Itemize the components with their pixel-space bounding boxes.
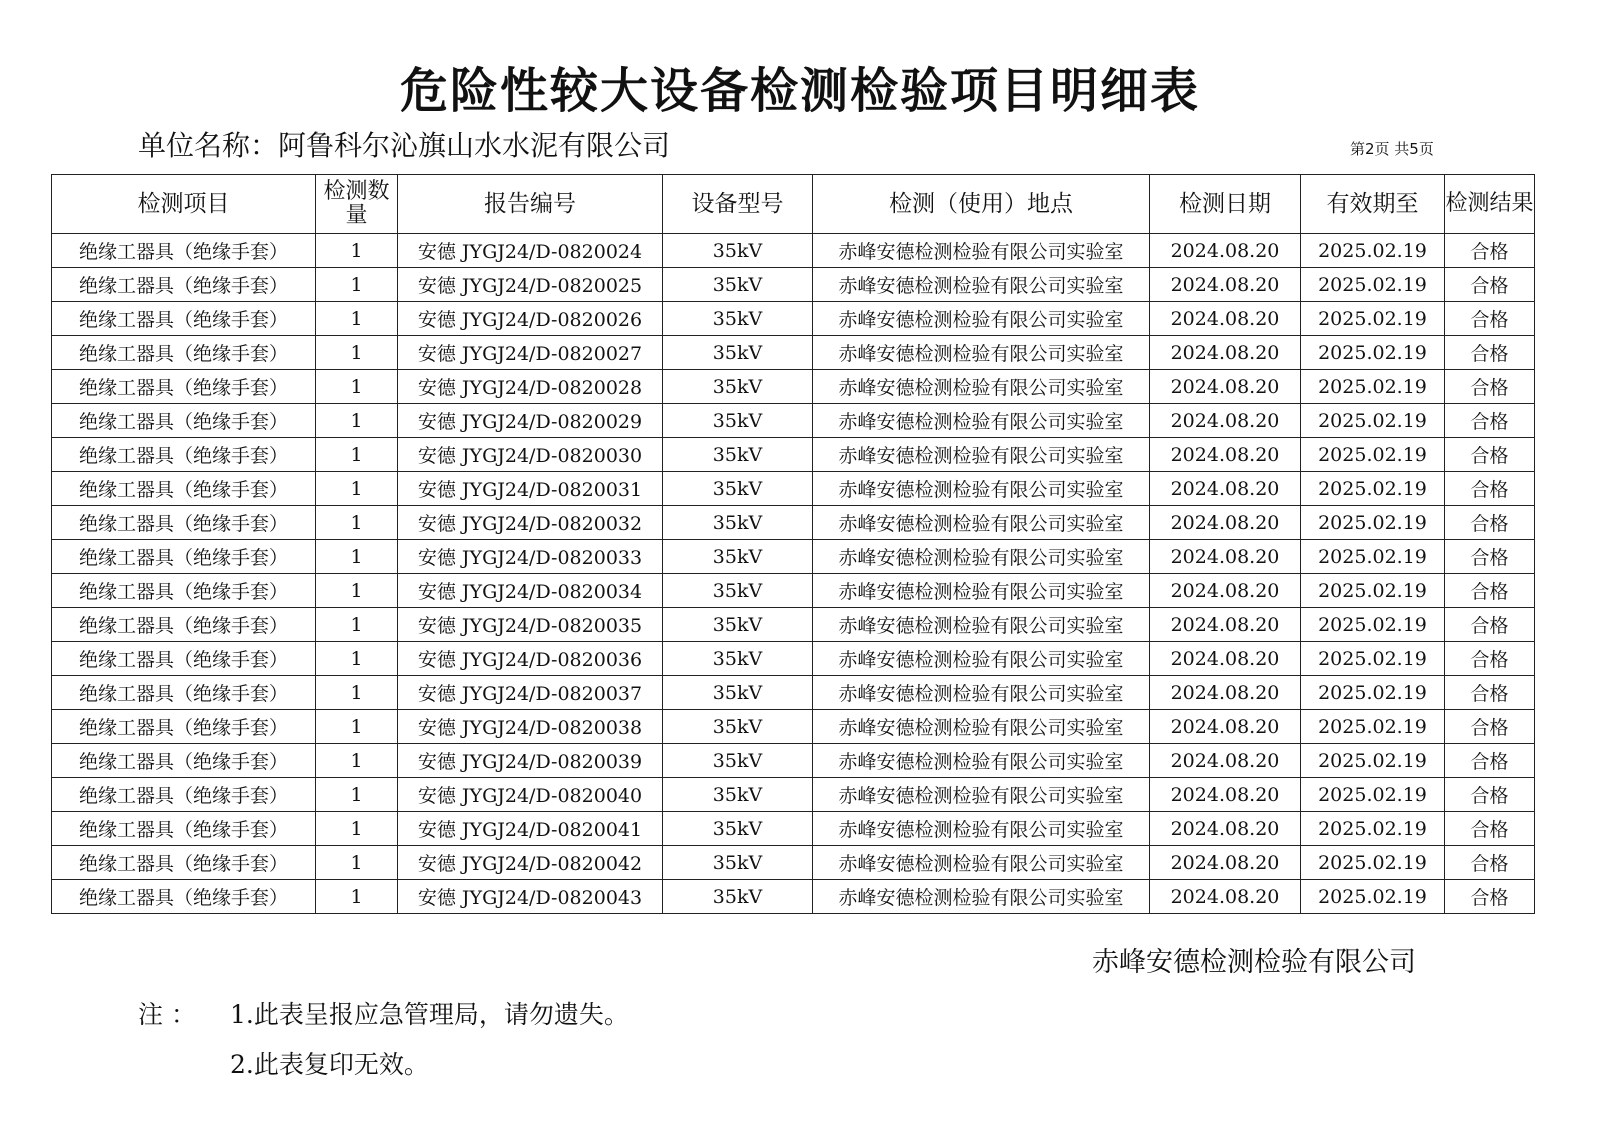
cell-valid: 2025.02.19 [1301, 268, 1445, 302]
cell-item: 绝缘工器具（绝缘手套） [52, 540, 316, 574]
cell-item: 绝缘工器具（绝缘手套） [52, 268, 316, 302]
cell-item: 绝缘工器具（绝缘手套） [52, 336, 316, 370]
cell-location: 赤峰安德检测检验有限公司实验室 [813, 846, 1150, 880]
cell-model: 35kV [663, 608, 813, 642]
cell-date: 2024.08.20 [1150, 234, 1301, 268]
document-title: 危险性较大设备检测检验项目明细表 [399, 63, 1200, 119]
cell-date: 2024.08.20 [1150, 574, 1301, 608]
cell-report: 安德 JYGJ24/D-0820041 [398, 812, 663, 846]
note-text-2: 2.此表复印无效。 [230, 1050, 429, 1079]
cell-location: 赤峰安德检测检验有限公司实验室 [813, 234, 1150, 268]
cell-model: 35kV [663, 336, 813, 370]
cell-qty: 1 [316, 472, 398, 506]
cell-qty: 1 [316, 812, 398, 846]
cell-location: 赤峰安德检测检验有限公司实验室 [813, 540, 1150, 574]
cell-item: 绝缘工器具（绝缘手套） [52, 642, 316, 676]
cell-date: 2024.08.20 [1150, 778, 1301, 812]
cell-result: 合格 [1445, 268, 1535, 302]
cell-report: 安德 JYGJ24/D-0820030 [398, 438, 663, 472]
cell-valid: 2025.02.19 [1301, 336, 1445, 370]
cell-result: 合格 [1445, 234, 1535, 268]
cell-model: 35kV [663, 846, 813, 880]
cell-item: 绝缘工器具（绝缘手套） [52, 404, 316, 438]
table-row [52, 744, 1535, 778]
cell-qty: 1 [316, 234, 398, 268]
cell-report: 安德 JYGJ24/D-0820028 [398, 370, 663, 404]
note-line-1 [138, 990, 629, 1040]
cell-result: 合格 [1445, 676, 1535, 710]
cell-valid: 2025.02.19 [1301, 642, 1445, 676]
cell-model: 35kV [663, 642, 813, 676]
cell-valid: 2025.02.19 [1301, 506, 1445, 540]
cell-qty: 1 [316, 778, 398, 812]
table-row [52, 778, 1535, 812]
table-row [52, 812, 1535, 846]
cell-item: 绝缘工器具（绝缘手套） [52, 846, 316, 880]
cell-report: 安德 JYGJ24/D-0820038 [398, 710, 663, 744]
table-row [52, 608, 1535, 642]
cell-model: 35kV [663, 744, 813, 778]
cell-item: 绝缘工器具（绝缘手套） [52, 676, 316, 710]
cell-result: 合格 [1445, 880, 1535, 914]
table-row [52, 472, 1535, 506]
cell-report: 安德 JYGJ24/D-0820034 [398, 574, 663, 608]
header-model: 设备型号 [663, 175, 813, 234]
cell-report: 安德 JYGJ24/D-0820026 [398, 302, 663, 336]
table-row [52, 710, 1535, 744]
cell-date: 2024.08.20 [1150, 268, 1301, 302]
cell-valid: 2025.02.19 [1301, 812, 1445, 846]
cell-valid: 2025.02.19 [1301, 676, 1445, 710]
cell-result: 合格 [1445, 506, 1535, 540]
cell-location: 赤峰安德检测检验有限公司实验室 [813, 710, 1150, 744]
cell-location: 赤峰安德检测检验有限公司实验室 [813, 336, 1150, 370]
table-body [52, 234, 1535, 914]
cell-item: 绝缘工器具（绝缘手套） [52, 506, 316, 540]
cell-item: 绝缘工器具（绝缘手套） [52, 302, 316, 336]
cell-report: 安德 JYGJ24/D-0820037 [398, 676, 663, 710]
cell-qty: 1 [316, 506, 398, 540]
table-row [52, 370, 1535, 404]
cell-valid: 2025.02.19 [1301, 370, 1445, 404]
cell-valid: 2025.02.19 [1301, 710, 1445, 744]
cell-model: 35kV [663, 472, 813, 506]
cell-report: 安德 JYGJ24/D-0820027 [398, 336, 663, 370]
cell-valid: 2025.02.19 [1301, 540, 1445, 574]
cell-result: 合格 [1445, 336, 1535, 370]
cell-location: 赤峰安德检测检验有限公司实验室 [813, 370, 1150, 404]
cell-result: 合格 [1445, 642, 1535, 676]
company-footer: 赤峰安德检测检验有限公司 [1092, 947, 1416, 978]
cell-location: 赤峰安德检测检验有限公司实验室 [813, 268, 1150, 302]
cell-valid: 2025.02.19 [1301, 880, 1445, 914]
header-valid: 有效期至 [1301, 175, 1445, 234]
cell-date: 2024.08.20 [1150, 302, 1301, 336]
cell-report: 安德 JYGJ24/D-0820042 [398, 846, 663, 880]
cell-valid: 2025.02.19 [1301, 302, 1445, 336]
table-row [52, 336, 1535, 370]
cell-model: 35kV [663, 268, 813, 302]
cell-qty: 1 [316, 302, 398, 336]
cell-qty: 1 [316, 744, 398, 778]
cell-model: 35kV [663, 404, 813, 438]
cell-model: 35kV [663, 370, 813, 404]
cell-item: 绝缘工器具（绝缘手套） [52, 472, 316, 506]
table-row [52, 880, 1535, 914]
cell-item: 绝缘工器具（绝缘手套） [52, 812, 316, 846]
note-text-1: 1.此表呈报应急管理局，请勿遗失。 [230, 1000, 629, 1029]
cell-location: 赤峰安德检测检验有限公司实验室 [813, 404, 1150, 438]
cell-item: 绝缘工器具（绝缘手套） [52, 574, 316, 608]
cell-report: 安德 JYGJ24/D-0820024 [398, 234, 663, 268]
cell-result: 合格 [1445, 574, 1535, 608]
cell-valid: 2025.02.19 [1301, 438, 1445, 472]
cell-model: 35kV [663, 676, 813, 710]
table-row [52, 234, 1535, 268]
cell-valid: 2025.02.19 [1301, 778, 1445, 812]
cell-qty: 1 [316, 540, 398, 574]
cell-result: 合格 [1445, 778, 1535, 812]
cell-model: 35kV [663, 234, 813, 268]
cell-location: 赤峰安德检测检验有限公司实验室 [813, 608, 1150, 642]
header-item: 检测项目 [52, 175, 316, 234]
table-row [52, 438, 1535, 472]
cell-qty: 1 [316, 574, 398, 608]
header-report: 报告编号 [398, 175, 663, 234]
cell-result: 合格 [1445, 744, 1535, 778]
cell-date: 2024.08.20 [1150, 506, 1301, 540]
notes [138, 990, 629, 1090]
table-row [52, 574, 1535, 608]
cell-item: 绝缘工器具（绝缘手套） [52, 370, 316, 404]
cell-item: 绝缘工器具（绝缘手套） [52, 880, 316, 914]
cell-location: 赤峰安德检测检验有限公司实验室 [813, 744, 1150, 778]
cell-date: 2024.08.20 [1150, 438, 1301, 472]
cell-valid: 2025.02.19 [1301, 574, 1445, 608]
cell-report: 安德 JYGJ24/D-0820032 [398, 506, 663, 540]
cell-model: 35kV [663, 710, 813, 744]
cell-date: 2024.08.20 [1150, 608, 1301, 642]
cell-model: 35kV [663, 778, 813, 812]
cell-qty: 1 [316, 438, 398, 472]
note-line-2 [138, 1040, 629, 1090]
cell-valid: 2025.02.19 [1301, 234, 1445, 268]
cell-location: 赤峰安德检测检验有限公司实验室 [813, 506, 1150, 540]
cell-location: 赤峰安德检测检验有限公司实验室 [813, 778, 1150, 812]
cell-report: 安德 JYGJ24/D-0820043 [398, 880, 663, 914]
cell-result: 合格 [1445, 608, 1535, 642]
cell-model: 35kV [663, 880, 813, 914]
header-date: 检测日期 [1150, 175, 1301, 234]
cell-location: 赤峰安德检测检验有限公司实验室 [813, 880, 1150, 914]
unit-name: 单位名称：阿鲁科尔沁旗山水水泥有限公司 [138, 129, 671, 162]
cell-valid: 2025.02.19 [1301, 846, 1445, 880]
table-header-row [52, 175, 1535, 234]
cell-qty: 1 [316, 642, 398, 676]
cell-date: 2024.08.20 [1150, 472, 1301, 506]
cell-model: 35kV [663, 438, 813, 472]
cell-report: 安德 JYGJ24/D-0820035 [398, 608, 663, 642]
table-row [52, 302, 1535, 336]
cell-location: 赤峰安德检测检验有限公司实验室 [813, 302, 1150, 336]
cell-qty: 1 [316, 846, 398, 880]
cell-result: 合格 [1445, 812, 1535, 846]
cell-model: 35kV [663, 506, 813, 540]
cell-result: 合格 [1445, 302, 1535, 336]
cell-report: 安德 JYGJ24/D-0820031 [398, 472, 663, 506]
page-number: 第2页 共5页 [1350, 140, 1434, 158]
cell-item: 绝缘工器具（绝缘手套） [52, 710, 316, 744]
cell-date: 2024.08.20 [1150, 744, 1301, 778]
table-row [52, 846, 1535, 880]
cell-item: 绝缘工器具（绝缘手套） [52, 778, 316, 812]
cell-result: 合格 [1445, 438, 1535, 472]
note-label: 注 ： [138, 1000, 196, 1029]
header-location: 检测（使用）地点 [813, 175, 1150, 234]
cell-qty: 1 [316, 336, 398, 370]
cell-model: 35kV [663, 540, 813, 574]
cell-qty: 1 [316, 268, 398, 302]
cell-valid: 2025.02.19 [1301, 404, 1445, 438]
table-row [52, 404, 1535, 438]
cell-valid: 2025.02.19 [1301, 472, 1445, 506]
cell-qty: 1 [316, 608, 398, 642]
cell-date: 2024.08.20 [1150, 370, 1301, 404]
table-row [52, 540, 1535, 574]
cell-report: 安德 JYGJ24/D-0820040 [398, 778, 663, 812]
cell-location: 赤峰安德检测检验有限公司实验室 [813, 812, 1150, 846]
cell-valid: 2025.02.19 [1301, 608, 1445, 642]
cell-model: 35kV [663, 574, 813, 608]
cell-location: 赤峰安德检测检验有限公司实验室 [813, 642, 1150, 676]
cell-result: 合格 [1445, 472, 1535, 506]
cell-result: 合格 [1445, 846, 1535, 880]
cell-model: 35kV [663, 812, 813, 846]
cell-date: 2024.08.20 [1150, 880, 1301, 914]
cell-location: 赤峰安德检测检验有限公司实验室 [813, 676, 1150, 710]
cell-date: 2024.08.20 [1150, 676, 1301, 710]
cell-date: 2024.08.20 [1150, 710, 1301, 744]
header-qty: 检测数量 [316, 175, 398, 234]
cell-model: 35kV [663, 302, 813, 336]
cell-item: 绝缘工器具（绝缘手套） [52, 438, 316, 472]
cell-location: 赤峰安德检测检验有限公司实验室 [813, 472, 1150, 506]
cell-location: 赤峰安德检测检验有限公司实验室 [813, 438, 1150, 472]
cell-qty: 1 [316, 676, 398, 710]
cell-report: 安德 JYGJ24/D-0820039 [398, 744, 663, 778]
cell-date: 2024.08.20 [1150, 404, 1301, 438]
cell-date: 2024.08.20 [1150, 812, 1301, 846]
table-row [52, 506, 1535, 540]
cell-item: 绝缘工器具（绝缘手套） [52, 744, 316, 778]
cell-report: 安德 JYGJ24/D-0820033 [398, 540, 663, 574]
table-row [52, 642, 1535, 676]
cell-item: 绝缘工器具（绝缘手套） [52, 608, 316, 642]
cell-item: 绝缘工器具（绝缘手套） [52, 234, 316, 268]
cell-qty: 1 [316, 370, 398, 404]
cell-qty: 1 [316, 710, 398, 744]
cell-location: 赤峰安德检测检验有限公司实验室 [813, 574, 1150, 608]
cell-report: 安德 JYGJ24/D-0820025 [398, 268, 663, 302]
cell-result: 合格 [1445, 540, 1535, 574]
table-row [52, 268, 1535, 302]
inspection-table [51, 174, 1535, 914]
cell-qty: 1 [316, 880, 398, 914]
cell-date: 2024.08.20 [1150, 642, 1301, 676]
cell-result: 合格 [1445, 710, 1535, 744]
cell-qty: 1 [316, 404, 398, 438]
cell-valid: 2025.02.19 [1301, 744, 1445, 778]
cell-result: 合格 [1445, 404, 1535, 438]
header-result: 检测结果 [1445, 175, 1535, 234]
cell-date: 2024.08.20 [1150, 846, 1301, 880]
cell-report: 安德 JYGJ24/D-0820036 [398, 642, 663, 676]
cell-date: 2024.08.20 [1150, 336, 1301, 370]
table-row [52, 676, 1535, 710]
cell-result: 合格 [1445, 370, 1535, 404]
cell-date: 2024.08.20 [1150, 540, 1301, 574]
cell-report: 安德 JYGJ24/D-0820029 [398, 404, 663, 438]
